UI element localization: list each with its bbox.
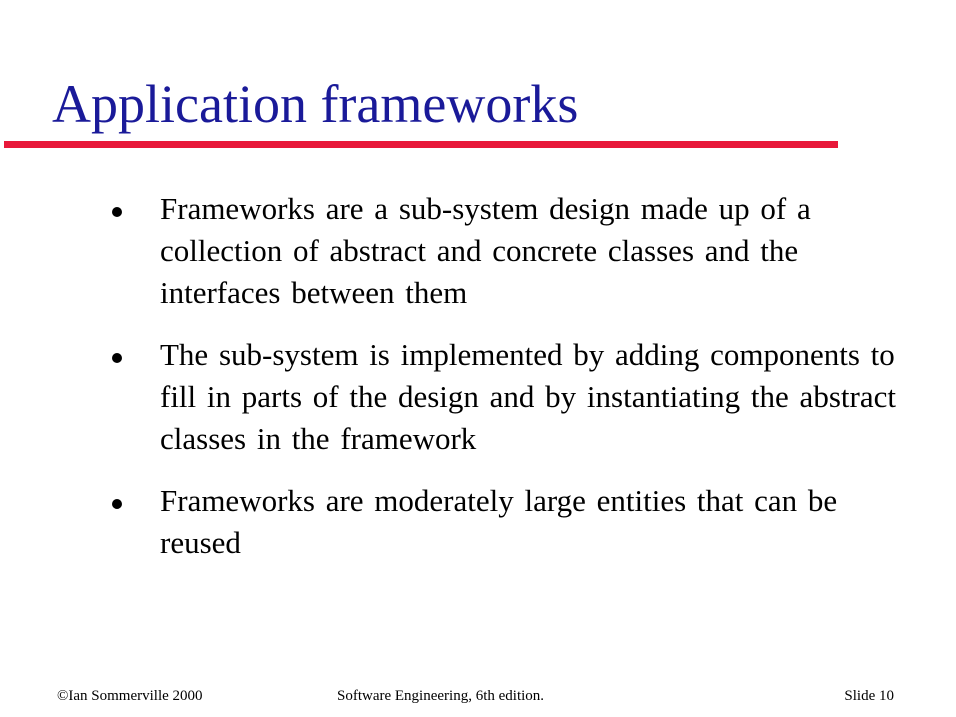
bullet-item <box>0 334 956 460</box>
bullet-dot-icon <box>112 499 122 509</box>
footer-book-title: Software Engineering, 6th edition. <box>337 688 545 704</box>
slide-title: Application frameworks <box>52 74 579 134</box>
footer-copyright: ©Ian Sommerville 2000 <box>57 688 203 704</box>
bullet-dot-icon <box>112 207 122 217</box>
title-underline <box>4 141 838 148</box>
bullet-dot-icon <box>112 353 122 363</box>
bullet-text: Frameworks are moderately large entities that can be reused <box>160 483 838 560</box>
bullet-item <box>0 188 956 314</box>
bullet-list <box>0 188 956 584</box>
bullet-text: The sub-system is implemented by adding components to fill in parts of the design and by instantiating the abstract classes in the framework <box>160 337 896 456</box>
bullet-text: Frameworks are a sub-system design made up of a collection of abstract and concrete classes and the interfaces between them <box>160 191 811 310</box>
footer-slide-number: Slide 10 <box>844 688 894 704</box>
bullet-item <box>0 480 956 564</box>
slide-footer <box>0 686 956 706</box>
